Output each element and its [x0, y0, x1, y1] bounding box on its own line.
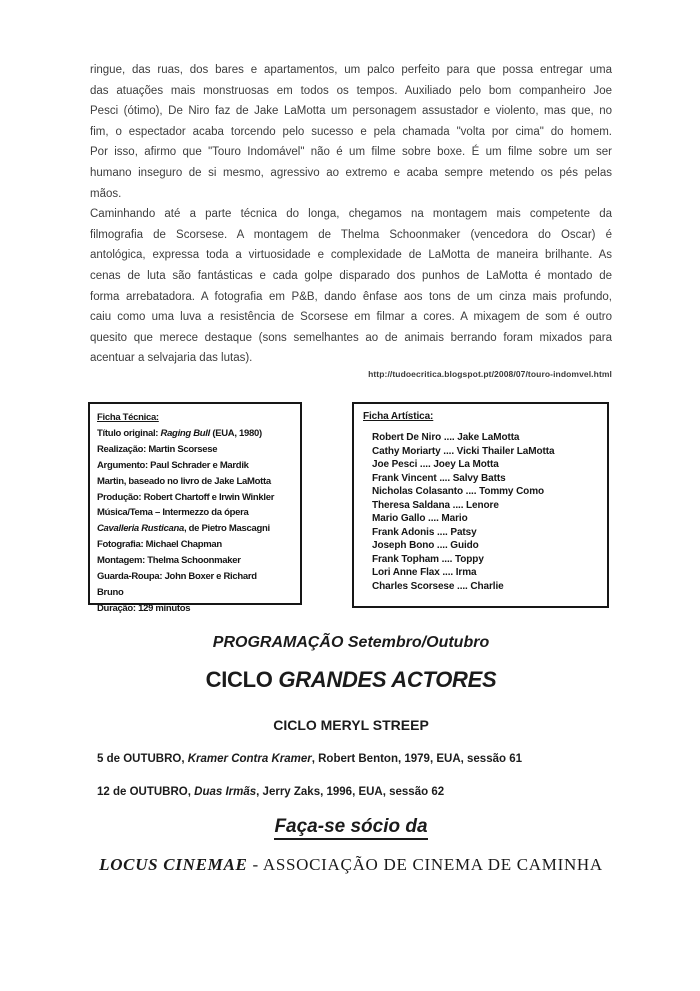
ficha-tecnica-line: Guarda-Roupa: John Boxer e Richard: [97, 571, 257, 583]
article-text-line: Caminhando até a parte técnica do longa, chegamos na montagem mais competente da: [90, 208, 612, 221]
source-url-link[interactable]: http://tudoecritica.blogspot.pt/2008/07/touro-indomvel.html: [368, 369, 612, 379]
ficha-tecnica-line: Produção: Robert Chartoff e Irwin Winkler: [97, 491, 275, 503]
article-text-line: caiu como uma luva a resistência de Scorsese em filmar a cores. A mixagem de som é outro: [90, 311, 612, 324]
ficha-tecnica-line: Montagem: Thelma Schoonmaker: [97, 555, 241, 567]
film-title: Duas Irmãs: [194, 786, 257, 798]
label-titulo-original: Título original:: [97, 427, 161, 439]
cast-line: Charles Scorsese .... Charlie: [372, 580, 504, 592]
ficha-tecnica-line: Bruno: [97, 586, 124, 598]
cast-line: Nicholas Colasanto .... Tommy Como: [372, 486, 544, 497]
article-text-line: acentuar a selvajaria das lutas).: [90, 352, 253, 365]
article-text-line: Pesci (ótimo), De Niro faz de Jake LaMotta um personagem assustador e violento, mas que, no: [90, 105, 612, 118]
article-text-line: Por isso, afirmo que "Touro Indomável" não é um filme sobre boxe. É um filme sobre um ser: [90, 146, 612, 159]
session-date: 5 de OUTUBRO,: [97, 753, 188, 765]
ficha-tecnica-line: Argumento: Paul Schrader e Mardik: [97, 459, 249, 471]
ciclo-prefix: CICLO: [205, 667, 279, 692]
article-text-line: fim, o espectador acaba torcendo pelo sucesso e pela chamada "volta por cima" do homem.: [90, 125, 612, 138]
cast-line: Joe Pesci .... Joey La Motta: [372, 459, 499, 470]
session-line-2: [97, 786, 612, 798]
ficha-tecnica-title: Ficha Técnica:: [97, 412, 159, 423]
opera-title: Cavalleria Rusticana: [97, 523, 184, 535]
ciclo-meryl-streep-subtitle: CICLO MERYL STREEP: [273, 717, 429, 733]
ficha-tecnica-line: Duração: 129 minutos: [97, 602, 191, 614]
original-title-year: (EUA, 1980): [210, 427, 262, 439]
session-date: 12 de OUTUBRO,: [97, 786, 195, 798]
cast-list: [363, 431, 598, 593]
ficha-tecnica-line: Martin, baseado no livro de Jake LaMotta: [97, 475, 271, 487]
ficha-tecnica-line: Fotografia: Michael Chapman: [97, 539, 222, 551]
article-text-line: cenas de luta são fantásticas e cada golpe disparado dos punhos de LaMotta é montado de: [90, 269, 612, 282]
opera-composer: , de Pietro Mascagni: [183, 523, 270, 535]
article-text-line: mãos.: [90, 187, 122, 200]
article-text-line: antológica, expressa toda a virtuosidade e complexidade de LaMotta de maneira brilhante. As: [90, 249, 612, 262]
association-name-line: [90, 855, 612, 875]
original-title-value: Raging Bull: [160, 427, 210, 439]
association-name: LOCUS CINEMAE: [99, 855, 248, 874]
article-text-line: quesito que merece destaque (sons semelhantes ao de animais berrando foram mixados para: [90, 331, 612, 344]
cast-line: Cathy Moriarty .... Vicki Thailer LaMotta: [372, 445, 555, 457]
article-text-line: filmografia de Scorsese. A montagem de Thelma Schoonmaker (vencedora do Oscar) é: [90, 228, 612, 241]
ciclo-title-italic: GRANDES ACTORES: [278, 667, 497, 692]
review-article: [90, 60, 612, 369]
association-description: - ASSOCIAÇÃO DE CINEMA DE CAMINHA: [247, 855, 603, 874]
ficha-tecnica-line: [97, 426, 293, 442]
programacao-header: PROGRAMAÇÃO Setembro/Outubro: [212, 634, 490, 651]
article-text-line: das atuações mais monstruosas em todos os tempos. Auxiliado pelo bom companheiro Joe: [90, 84, 612, 97]
session-details: , Jerry Zaks, 1996, EUA, sessão 62: [256, 786, 445, 798]
ficha-tecnica-line: Realização: Martin Scorsese: [97, 443, 218, 455]
cast-line: Frank Topham .... Toppy: [372, 553, 484, 565]
session-line-1: [97, 753, 612, 765]
ficha-tecnica-line: [97, 521, 293, 537]
membership-cta-text: Faça-se sócio da: [274, 816, 427, 840]
ficha-tecnica-line: Música/Tema – Intermezzo da ópera: [97, 507, 249, 519]
cast-line: Frank Vincent .... Salvy Batts: [372, 472, 506, 484]
ficha-artistica-box: [352, 402, 609, 608]
cast-line: Frank Adonis .... Patsy: [372, 526, 477, 538]
ficha-artistica-title: Ficha Artística:: [363, 411, 434, 422]
cast-line: Robert De Niro .... Jake LaMotta: [372, 432, 520, 443]
cast-line: Theresa Saldana .... Lenore: [372, 499, 499, 511]
cast-line: Mario Gallo .... Mario: [372, 513, 468, 524]
session-details: , Robert Benton, 1979, EUA, sessão 61: [311, 753, 523, 765]
ficha-tecnica-box: [88, 402, 302, 614]
cast-line: Lori Anne Flax .... Irma: [372, 567, 477, 578]
article-text-line: humano inseguro de si mesmo, agressivo ao extremo e acaba sempre metendo os pés pelas: [90, 166, 612, 179]
cast-line: Joseph Bono .... Guido: [372, 540, 479, 551]
article-text-line: ringue, das ruas, dos bares e apartamentos, um palco perfeito para que possa entregar uma: [90, 64, 612, 76]
membership-cta: [90, 816, 612, 838]
film-title: Kramer Contra Kramer: [187, 753, 312, 765]
article-text-line: forma arrebatadora. A fotografia em P&B, dando ênfase aos tons de um cinza mais profundo,: [90, 290, 612, 303]
ciclo-grandes-actores-title: [90, 667, 612, 693]
